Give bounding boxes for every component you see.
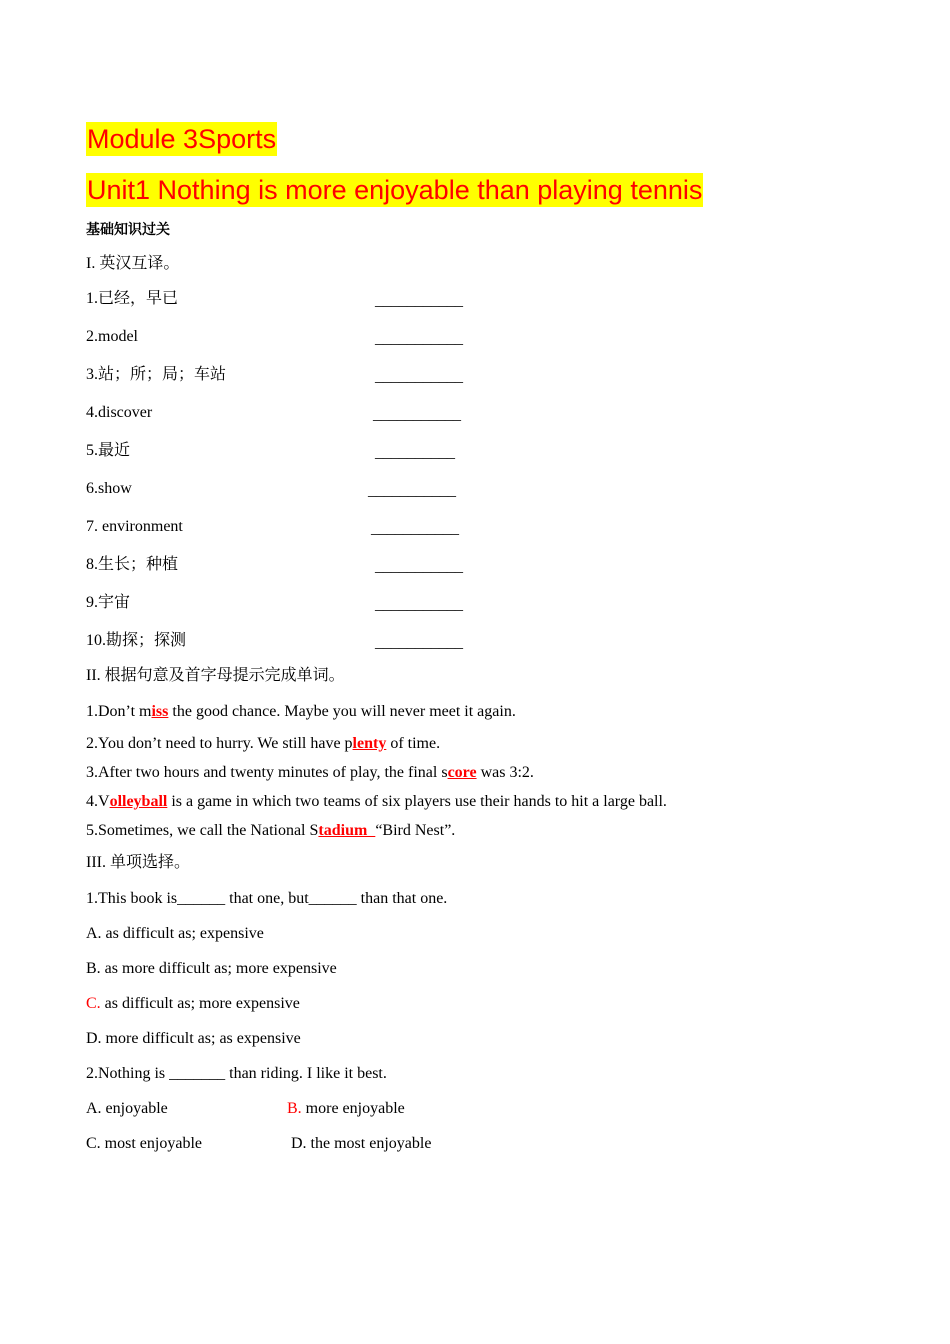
part1-item: 5.最近 bbox=[86, 442, 131, 459]
option-c: C. most enjoyable bbox=[86, 1135, 202, 1152]
sentence-text: 1.Don’t m bbox=[86, 703, 152, 720]
sentence-text: the good chance. Maybe you will never meet it again. bbox=[168, 703, 516, 720]
question-stem: 1.This book is______ that one, but______ than that one. bbox=[86, 890, 448, 907]
part2-item bbox=[86, 763, 534, 783]
part2-item bbox=[86, 702, 516, 722]
answer-blank: ___________ bbox=[375, 292, 463, 309]
part1-item: 6.show bbox=[86, 480, 132, 497]
part1-item: 2.model bbox=[86, 328, 138, 345]
sentence-text: 3.After two hours and twenty minutes of play, the final s bbox=[86, 764, 448, 781]
part2-item bbox=[86, 734, 440, 754]
part1-item: 3.站；所；局；车站 bbox=[86, 366, 227, 383]
unit-title: Unit1 Nothing is more enjoyable than playing tennis bbox=[87, 175, 703, 205]
sentence-text: was 3:2. bbox=[476, 764, 534, 781]
option-c bbox=[86, 994, 300, 1014]
part3-heading: III. 单项选择。 bbox=[86, 854, 190, 871]
option-d: D. more difficult as; as expensive bbox=[86, 1030, 301, 1047]
part1-item: 1.已经，早已 bbox=[86, 290, 179, 307]
part1-item: 10.勘探；探测 bbox=[86, 632, 187, 649]
part1-item: 8.生长；种植 bbox=[86, 556, 179, 573]
part1-item: 9.宇宙 bbox=[86, 594, 131, 611]
option-text: as difficult as; more expensive bbox=[100, 995, 300, 1012]
answer-blank: ___________ bbox=[373, 406, 461, 423]
correct-option-letter: C. bbox=[86, 995, 101, 1012]
answer-word: olleyball bbox=[109, 793, 168, 810]
sentence-text: is a game in which two teams of six players use their hands to hit a large ball. bbox=[167, 793, 667, 810]
sentence-text: 4.V bbox=[86, 793, 110, 810]
option-b: B. as more difficult as; more expensive bbox=[86, 960, 337, 977]
part1-heading: I. 英汉互译。 bbox=[86, 255, 180, 272]
option-a: A. enjoyable bbox=[86, 1100, 168, 1117]
answer-blank: ___________ bbox=[375, 634, 463, 651]
answer-blank: ___________ bbox=[375, 330, 463, 347]
answer-blank: ___________ bbox=[375, 596, 463, 613]
answer-blank: ___________ bbox=[368, 482, 456, 499]
option-b bbox=[287, 1099, 405, 1119]
option-a: A. as difficult as; expensive bbox=[86, 925, 264, 942]
section-label: 基础知识过关 bbox=[86, 222, 170, 238]
sentence-text: 5.Sometimes, we call the National S bbox=[86, 822, 319, 839]
sentence-text: “Bird Nest”. bbox=[375, 822, 456, 839]
answer-blank: ___________ bbox=[375, 558, 463, 575]
sentence-text: 2.You don’t need to hurry. We still have p bbox=[86, 735, 353, 752]
correct-option-letter: B. bbox=[287, 1100, 302, 1117]
answer-word: lenty bbox=[352, 735, 387, 752]
part2-item bbox=[86, 821, 455, 841]
answer-blank: ___________ bbox=[371, 520, 459, 537]
answer-word: core bbox=[447, 764, 477, 781]
question-stem: 2.Nothing is _______ than riding. I like it best. bbox=[86, 1065, 387, 1082]
option-text: more enjoyable bbox=[301, 1100, 405, 1117]
answer-blank: __________ bbox=[375, 444, 455, 461]
part2-heading: II. 根据句意及首字母提示完成单词。 bbox=[86, 667, 345, 684]
module-title: Module 3Sports bbox=[87, 124, 277, 154]
sentence-text: of time. bbox=[386, 735, 441, 752]
part1-item: 7. environment bbox=[86, 518, 183, 535]
answer-word: iss bbox=[151, 703, 169, 720]
part2-item bbox=[86, 792, 667, 812]
answer-word: tadium bbox=[318, 822, 376, 839]
option-d: D. the most enjoyable bbox=[291, 1135, 432, 1152]
part1-item: 4.discover bbox=[86, 404, 153, 421]
answer-blank: ___________ bbox=[375, 368, 463, 385]
